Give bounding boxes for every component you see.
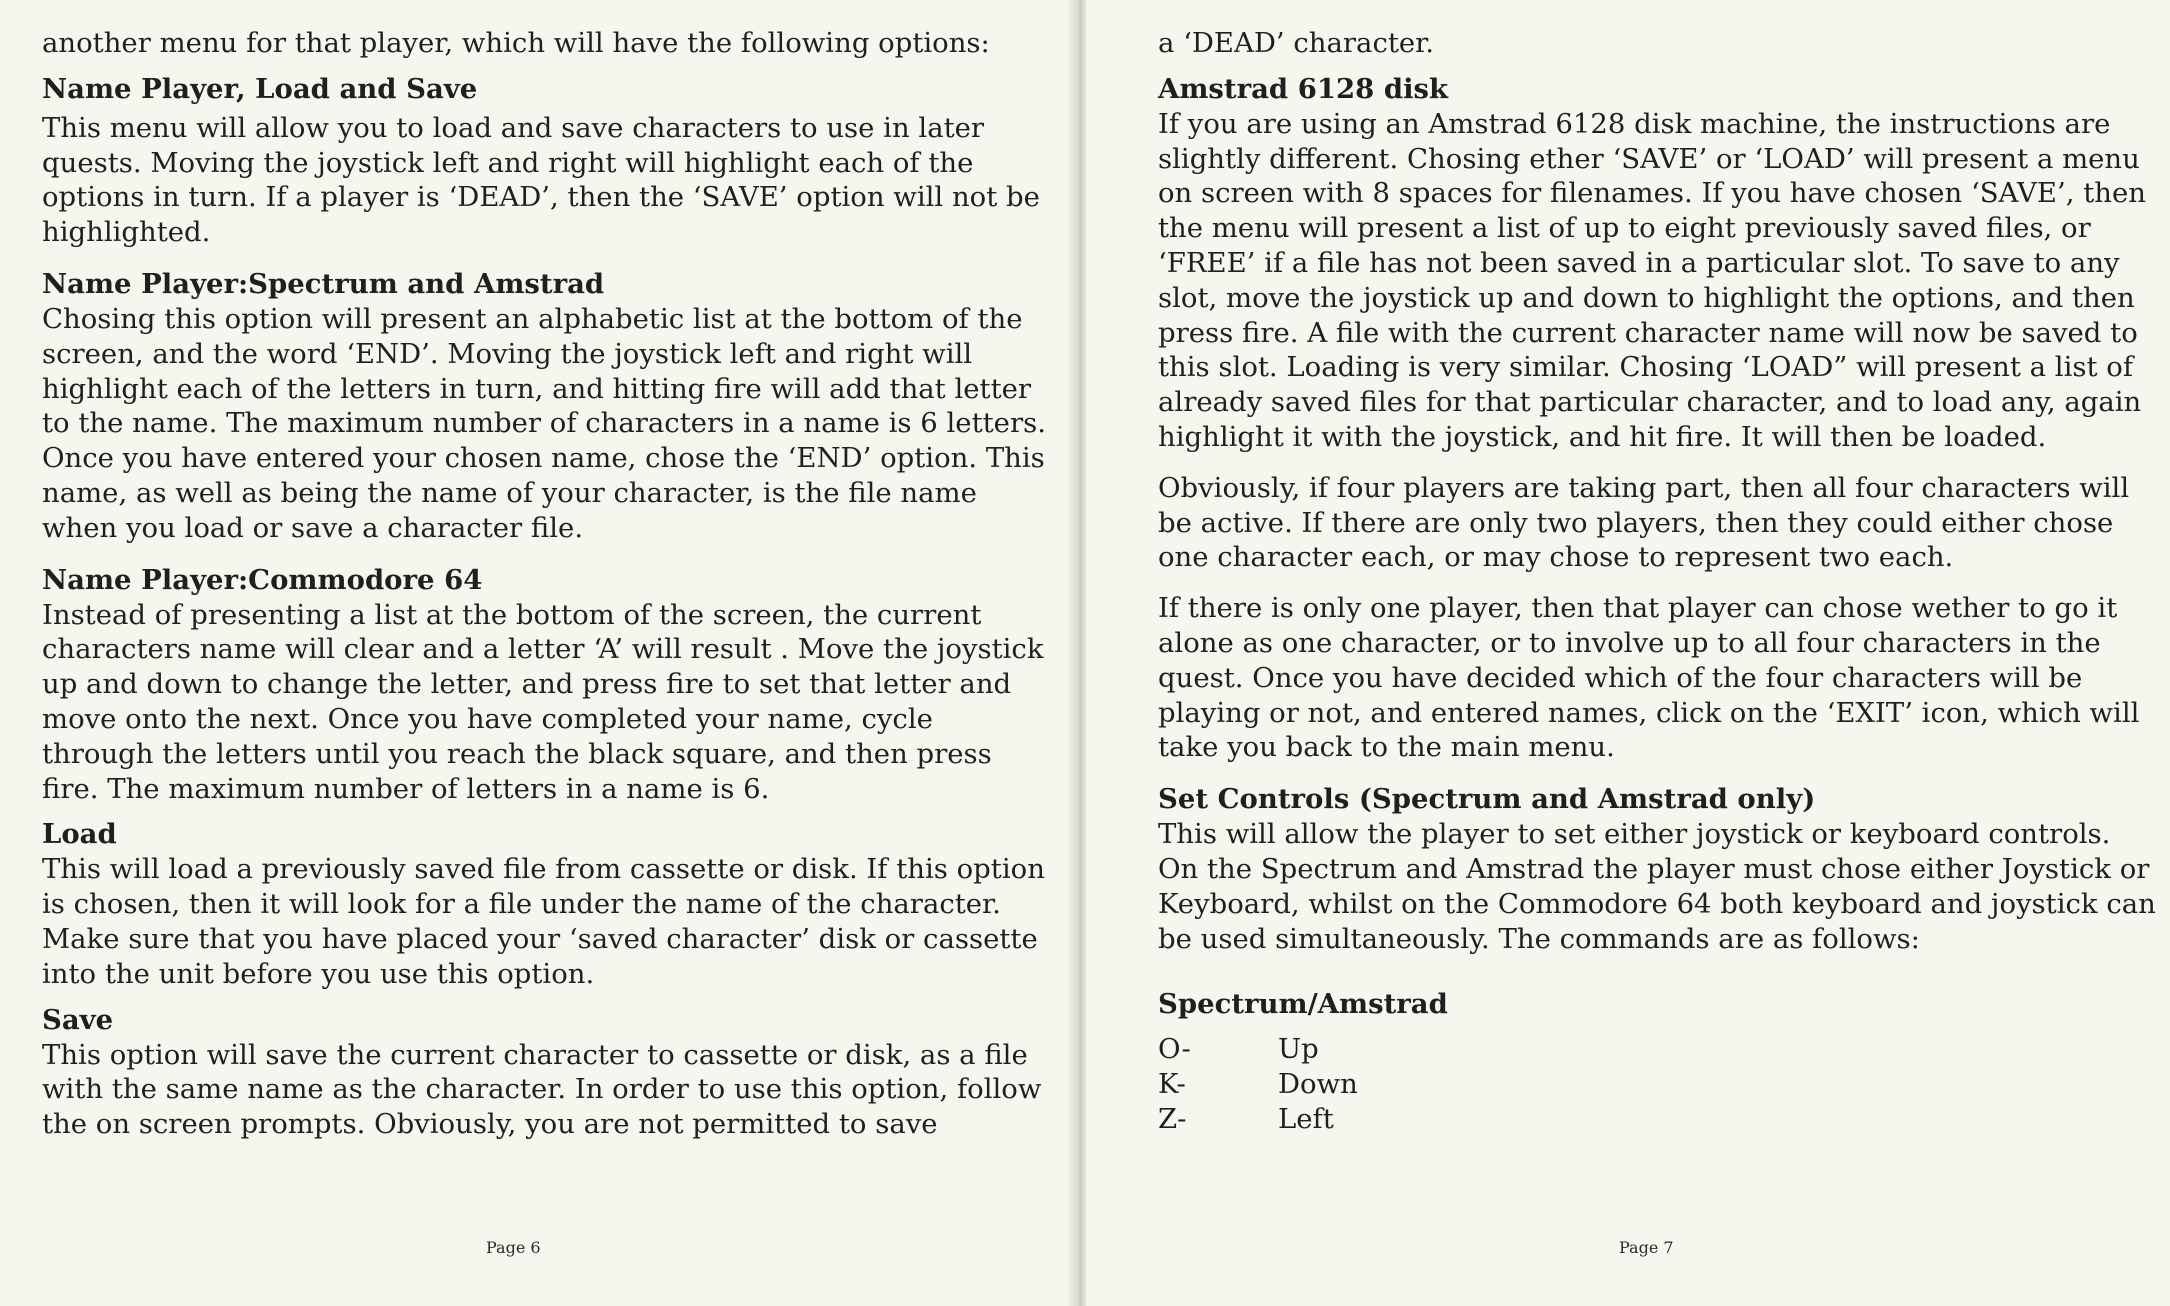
control-action: Down: [1278, 1068, 1358, 1101]
heading-spectrum-amstrad: Spectrum/Amstrad: [1158, 988, 1448, 1021]
heading-load: Load: [42, 818, 117, 851]
paragraph-name-player-commodore: Instead of presenting a list at the bottom of the screen, the current characters name will clear and a letter ‘A’ will result . Move the joystick up and down to change the letter, and press fire to set that letter and move onto the next. Once you have completed your name, cycle through the letters until you reach the black square, and then press fire. The maximum number of letters in a name is 6.: [42, 598, 1044, 805]
right-intro: a ‘DEAD’ character.: [1158, 27, 1435, 59]
page-number-left: Page 6: [486, 1238, 541, 1257]
left-page-text: [42, 26, 1052, 1142]
controls-list: [1158, 1032, 2158, 1136]
heading-name-player-commodore: Name Player:Commodore 64: [42, 563, 483, 596]
control-action: Left: [1278, 1102, 1334, 1135]
paragraph-set-controls: This will allow the player to set either joystick or keyboard controls. On the Spectrum and Amstrad the player must chose either Joystick or Keyboard, whilst on the Commodore 64 both keyboard and joystick can be used simultaneously. The commands are as follows:: [1158, 818, 2156, 955]
heading-name-player-spectrum-amstrad: Name Player:Spectrum and Amstrad: [42, 267, 605, 300]
paragraph-name-player-spectrum-amstrad: Chosing this option will present an alphabetic list at the bottom of the screen, and the word ‘END’. Moving the joystick left and right will highlight each of the letters in turn, and hitting fire will add that letter to the name. The maximum number of characters in a name is 6 letters. Once you have entered your chosen name, chose the ‘END’ option. This name, as well as being the name of your character, is the file name when you load or save a character file.: [42, 302, 1046, 544]
heading-set-controls: Set Controls (Spectrum and Amstrad only): [1158, 783, 1816, 816]
control-key: Z-: [1158, 1102, 1187, 1135]
paragraph-one-player: If there is only one player, then that player can chose wether to go it alone as one character, or to involve up to all four characters in the quest. Once you have decided which of the four characters will be playing or not, and entered names, click on the ‘EXIT’ icon, which will take you back to the main menu.: [1158, 592, 2140, 764]
left-page: [0, 0, 1074, 1306]
control-key: O-: [1158, 1033, 1191, 1066]
paragraph-amstrad-6128-disk: If you are using an Amstrad 6128 disk machine, the instructions are slightly different. Chosing ether ‘SAVE’ or ‘LOAD’ will present a menu on screen with 8 spaces for filenames. If you have chosen ‘SAVE’, then the menu will present a list of up to eight previously saved files, or ‘FREE’ if a file has not been saved in a particular slot. To save to any slot, move the joystick up and down to highlight the options, and then press fire. A file with the current character name will now be saved to this slot. Loading is very similar. Chosing ‘LOAD” will present a list of already saved files for that particular character, and to load any, again highlight it with the joystick, and hit fire. It will then be loaded.: [1158, 107, 2146, 453]
paragraph-name-player-load-save: This menu will allow you to load and save characters to use in later quests. Moving the joystick left and right will highlight each of the options in turn. If a player is ‘DEAD’, then the ‘SAVE’ option will not be highlighted.: [42, 111, 1040, 249]
heading-amstrad-6128-disk: Amstrad 6128 disk: [1158, 72, 1449, 105]
page-number-right: Page 7: [1619, 1238, 1674, 1257]
right-page: [1086, 0, 2170, 1306]
control-action: Up: [1278, 1033, 1319, 1066]
paragraph-load: This will load a previously saved file from cassette or disk. If this option is chosen, then it will look for a file under the name of the character. Make sure that you have placed your ‘saved character’ disk or cassette into the unit before you use this option.: [42, 853, 1045, 990]
right-page-text: [1158, 26, 2158, 1137]
paragraph-four-players: Obviously, if four players are taking part, then all four characters will be active. If there are only two players, then they could either chose one character each, or may chose to represent two each.: [1158, 471, 2130, 574]
control-key: K-: [1158, 1068, 1186, 1101]
left-intro: another menu for that player, which will have the following options:: [42, 27, 990, 59]
paragraph-save: This option will save the current character to cassette or disk, as a file with the same name as the character. In order to use this option, follow the on screen prompts. Obviously, you are not permitted to save: [42, 1038, 1042, 1141]
heading-name-player-load-save: Name Player, Load and Save: [42, 72, 478, 105]
heading-save: Save: [42, 1003, 114, 1036]
